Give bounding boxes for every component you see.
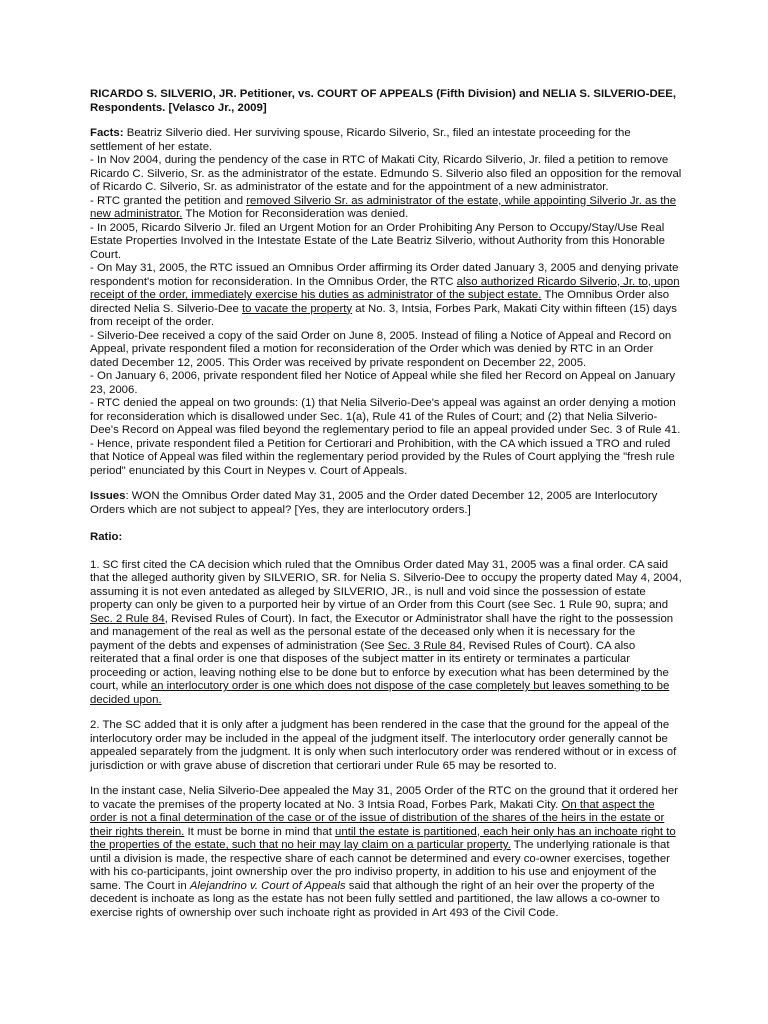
underlined-text: to vacate the property: [241, 302, 353, 315]
facts-label: Facts:: [90, 127, 124, 139]
fact-item: - RTC denied the appeal on two grounds: (1) that Nelia Silverio-Dee's appeal was against an order denying a motion for reconsideration which is disallowed under Sec. 1(a), Rule 41 of the Rules of Court; and (2) that Nelia Silverio-Dee's Record on Appeal was filed beyond the reglementary period to file an appeal provided under Sec. 3 of Rule 41.: [90, 397, 681, 436]
underlined-text: also authorized Ricardo Silverio, Jr. to, upon receipt of the order, immediately exercise his duties as administrator of the subject estate.: [90, 275, 680, 301]
underlined-text: Sec. 3 Rule 84: [387, 639, 463, 652]
fact-item: - Silverio-Dee received a copy of the said Order on June 8, 2005. Instead of filing a Notice of Appeal and Record on Appeal, private respondent filed a motion for reconsideration of the Order which was denied by RTC in an Order dated December 12, 2005. This Order was received by private respondent on December 22, 2005.: [90, 329, 672, 369]
fact-item: - On May 31, 2005, the RTC issued an Omnibus Order affirming its Order dated January 3, 2005 and denying private respondent's motion for reconsideration. In the Omnibus Order, the RTC also authorized Ricardo Silverio, Jr. to, upon receipt of the order, immediately exercise his duties as administrator of the subject estate. The Omnibus Order also directed Nelia S. Silverio-Dee to vacate the property at No. 3, Intsia, Forbes Park, Makati City within fifteen (15) days from receipt of the order.: [90, 262, 680, 328]
underlined-text: On that aspect the order is not a final determination of the case or of the issue of distribution of the shares of the heirs in the estate or their rights therein.: [90, 798, 665, 838]
ratio-paragraph-3: In the instant case, Nelia Silverio-Dee appealed the May 31, 2005 Order of the RTC on the ground that it ordered her to vacate the premises of the property located at No. 3 Intsia Road, Forbes Park, Makati City. On that aspect the order is not a final determination of the case or of the issue of distribution of the shares of the heirs in the estate or their rights therein. It must be borne in mind that until the estate is partitioned, each heir only has an inchoate right to the properties of the estate, such that no heir may lay claim on a particular property. The underlying rationale is that until a division is made, the respective share of each cannot be determined and every co-owner exercises, together with his co-participants, joint ownership over the pro indiviso property, in addition to his use and enjoyment of the same. The Court in Alejandrino v. Court of Appeals said that although the right of an heir over the property of the decedent is inchoate as long as the estate has not been fully settled and partitioned, the law allows a co-owner to exercise rights of ownership over such inchoate right as provided in Art 493 of the Civil Code.: [90, 785, 679, 919]
case-title: RICARDO S. SILVERIO, JR. Petitioner, vs. COURT OF APPEALS (Fifth Division) and NELIA S. SILVERIO-DEE, Respondents. [Velasco Jr., 2009]: [90, 88, 677, 114]
ratio-label: Ratio:: [90, 531, 123, 543]
fact-item: - On January 6, 2006, private respondent filed her Notice of Appeal while she filed her Record on Appeal on January 23, 2006.: [90, 370, 676, 396]
document-body: [90, 88, 682, 920]
ratio-paragraph-1: 1. SC first cited the CA decision which ruled that the Omnibus Order dated May 31, 2005 was a final order. CA said that the alleged authority given by SILVERIO, SR. for Nelia S. Silverio-Dee to occupy the property dated May 4, 2004, assuming it is not even antedated as alleged by SILVERIO, JR., is null and void since the possession of estate property can only be given to a purported heir by virtue of an Order from this Court (see Sec. 1 Rule 90, supra; and Sec. 2 Rule 84, Revised Rules of Court). In fact, the Executor or Administrator shall have the right to the possession and management of the real as well as the personal estate of the deceased only when it is necessary for the payment of the debts and expenses of administration (See Sec. 3 Rule 84, Revised Rules of Court). CA also reiterated that a final order is one that disposes of the subject matter in its entirety or terminates a particular proceeding or action, leaving nothing else to be done but to enforce by execution what has been determined by the court, while an interlocutory order is one which does not dispose of the case completely but leaves something to be decided upon.: [90, 558, 682, 706]
issues-text: : WON the Omnibus Order dated May 31, 2005 and the Order dated December 12, 2005 are Interlocutory Orders which are not subject to appeal? [Yes, they are interlocutory orders.]: [90, 490, 658, 516]
fact-item: - In Nov 2004, during the pendency of the case in RTC of Makati City, Ricardo Silverio, Jr. filed a petition to remove Ricardo C. Silverio, Sr. as the administrator of the estate. Edmundo S. Silverio also filed an opposition for the removal of Ricardo C. Silverio, Sr. as administrator of the estate and for the appointment of a new administrator.: [90, 154, 682, 193]
underlined-text: Sec. 2 Rule 84: [90, 612, 165, 625]
facts-intro: Beatriz Silverio died. Her surviving spouse, Ricardo Silverio, Sr., filed an intestate proceeding for the settlement of her estate.: [90, 127, 631, 153]
fact-item: - Hence, private respondent filed a Petition for Certiorari and Prohibition, with the CA which issued a TRO and ruled that Notice of Appeal was filed within the reglementary period provided by the Rules of Court applying the "fresh rule period" enunciated by this Court in Neypes v. Court of Appeals.: [90, 437, 675, 477]
facts-section: [90, 127, 682, 478]
issues-label: Issues: [90, 490, 126, 502]
issues-section: [90, 490, 682, 517]
underlined-text: until the estate is partitioned, each heir only has an inchoate right to the properties of the estate, such that no heir may lay claim on a particular property.: [90, 825, 676, 851]
underlined-text: removed Silverio Sr. as administrator of the estate, while appointing Silverio Jr. as the new administrator.: [90, 194, 677, 220]
case-citation: Alejandrino v. Court of Appeals: [189, 879, 346, 892]
fact-item: - RTC granted the petition and removed Silverio Sr. as administrator of the estate, while appointing Silverio Jr. as the new administrator. The Motion for Reconsideration was denied.: [90, 194, 677, 220]
fact-item: - In 2005, Ricardo Silverio Jr. filed an Urgent Motion for an Order Prohibiting Any Person to Occupy/Stay/Use Real Estate Properties Involved in the Intestate Estate of the Late Beatriz Silverio, without Authority from this Honorable Court.: [90, 221, 665, 261]
underlined-text: an interlocutory order is one which does not dispose of the case completely but leaves something to be decided upon.: [90, 680, 670, 706]
ratio-paragraph-2: 2. The SC added that it is only after a judgment has been rendered in the case that the ground for the appeal of the interlocutory order may be included in the appeal of the judgment itself. The interlocutory order generally cannot be appealed separately from the judgment. It is only when such interlocutory order was rendered without or in excess of jurisdiction or with grave abuse of discretion that certiorari under Rule 65 may be resorted to.: [90, 719, 677, 772]
